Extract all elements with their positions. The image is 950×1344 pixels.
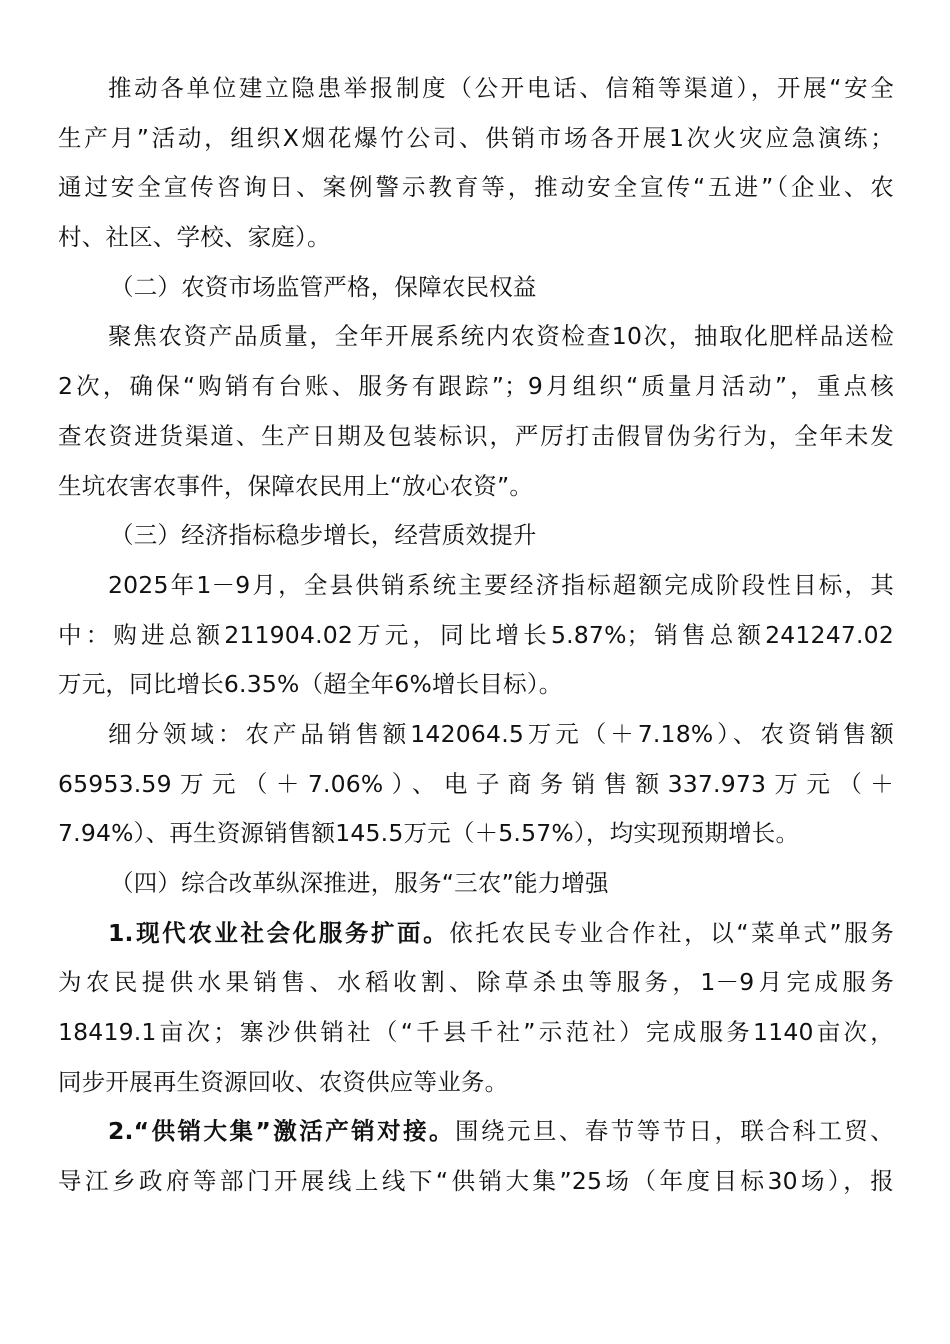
text-line: 聚焦农资产品质量，全年开展系统内农资检查10次，抽取化肥样品送检 [108, 322, 894, 351]
heading-text: （二）农资市场监管严格，保障农民权益 [110, 272, 537, 301]
section-heading-3 [58, 511, 894, 561]
text-run: 依托农民专业合作社，以“菜单式”服务 [449, 918, 894, 947]
paragraph-agri-supply-inspection [58, 312, 894, 511]
paragraph-supply-market-fair [58, 1107, 894, 1206]
text-line [58, 1107, 894, 1157]
text-line: 生坑农害农事件，保障农民用上“放心农资”。 [58, 471, 534, 500]
text-line: 细分领域：农产品销售额142064.5万元（＋7.18%）、农资销售额 [108, 719, 894, 748]
section-heading-4 [58, 859, 894, 909]
text-line: 2025年1－9月，全县供销系统主要经济指标超额完成阶段性目标，其 [108, 570, 894, 599]
document-page [58, 64, 894, 1207]
text-line: 65953.59万元（＋7.06%）、电子商务销售额337.973万元（＋ [58, 769, 894, 798]
text-line: 通过安全宣传咨询日、案例警示教育等，推动安全宣传“五进”（企业、农 [58, 173, 894, 202]
bold-lead: 2.“供销大集”激活产销对接。 [108, 1117, 455, 1146]
paragraph-economic-indicators [58, 561, 894, 710]
paragraph-social-services [58, 909, 894, 1108]
text-line: 18419.1亩次；寨沙供销社（“千县千社”示范社）完成服务1140亩次， [58, 1018, 894, 1047]
text-line: 万元，同比增长6.35%（超全年6%增长目标）。 [58, 670, 563, 699]
heading-text: （四）综合改革纵深推进，服务“三农”能力增强 [110, 869, 609, 897]
text-run: 围绕元旦、春节等节日，联合科工贸、 [455, 1117, 894, 1146]
paragraph-sector-breakdown [58, 710, 894, 859]
text-line: 7.94%）、再生资源销售额145.5万元（＋5.57%），均实现预期增长。 [58, 819, 800, 848]
text-line: 推动各单位建立隐患举报制度（公开电话、信箱等渠道），开展“安全 [108, 74, 894, 102]
text-line: 同步开展再生资源回收、农资供应等业务。 [58, 1067, 509, 1096]
section-heading-2 [58, 263, 894, 313]
heading-text: （三）经济指标稳步增长，经营质效提升 [110, 521, 537, 550]
text-line: 中：购进总额211904.02万元，同比增长5.87%；销售总额241247.02 [58, 620, 894, 649]
text-line: 生产月”活动，组织X烟花爆竹公司、供销市场各开展1次火灾应急演练； [58, 123, 894, 152]
text-line: 村、社区、学校、家庭）。 [58, 223, 331, 252]
text-line [58, 909, 894, 959]
text-line: 导江乡政府等部门开展线上线下“供销大集”25场（年度目标30场），报 [58, 1167, 894, 1196]
text-line: 2次，确保“购销有台账、服务有跟踪”；9月组织“质量月活动”，重点核 [58, 372, 894, 401]
paragraph-safety-reporting [58, 64, 894, 263]
text-line: 为农民提供水果销售、水稻收割、除草杀虫等服务，1－9月完成服务 [58, 968, 894, 997]
bold-lead: 1.现代农业社会化服务扩面。 [108, 918, 450, 947]
text-line: 查农资进货渠道、生产日期及包装标识，严厉打击假冒伪劣行为，全年未发 [58, 421, 894, 450]
